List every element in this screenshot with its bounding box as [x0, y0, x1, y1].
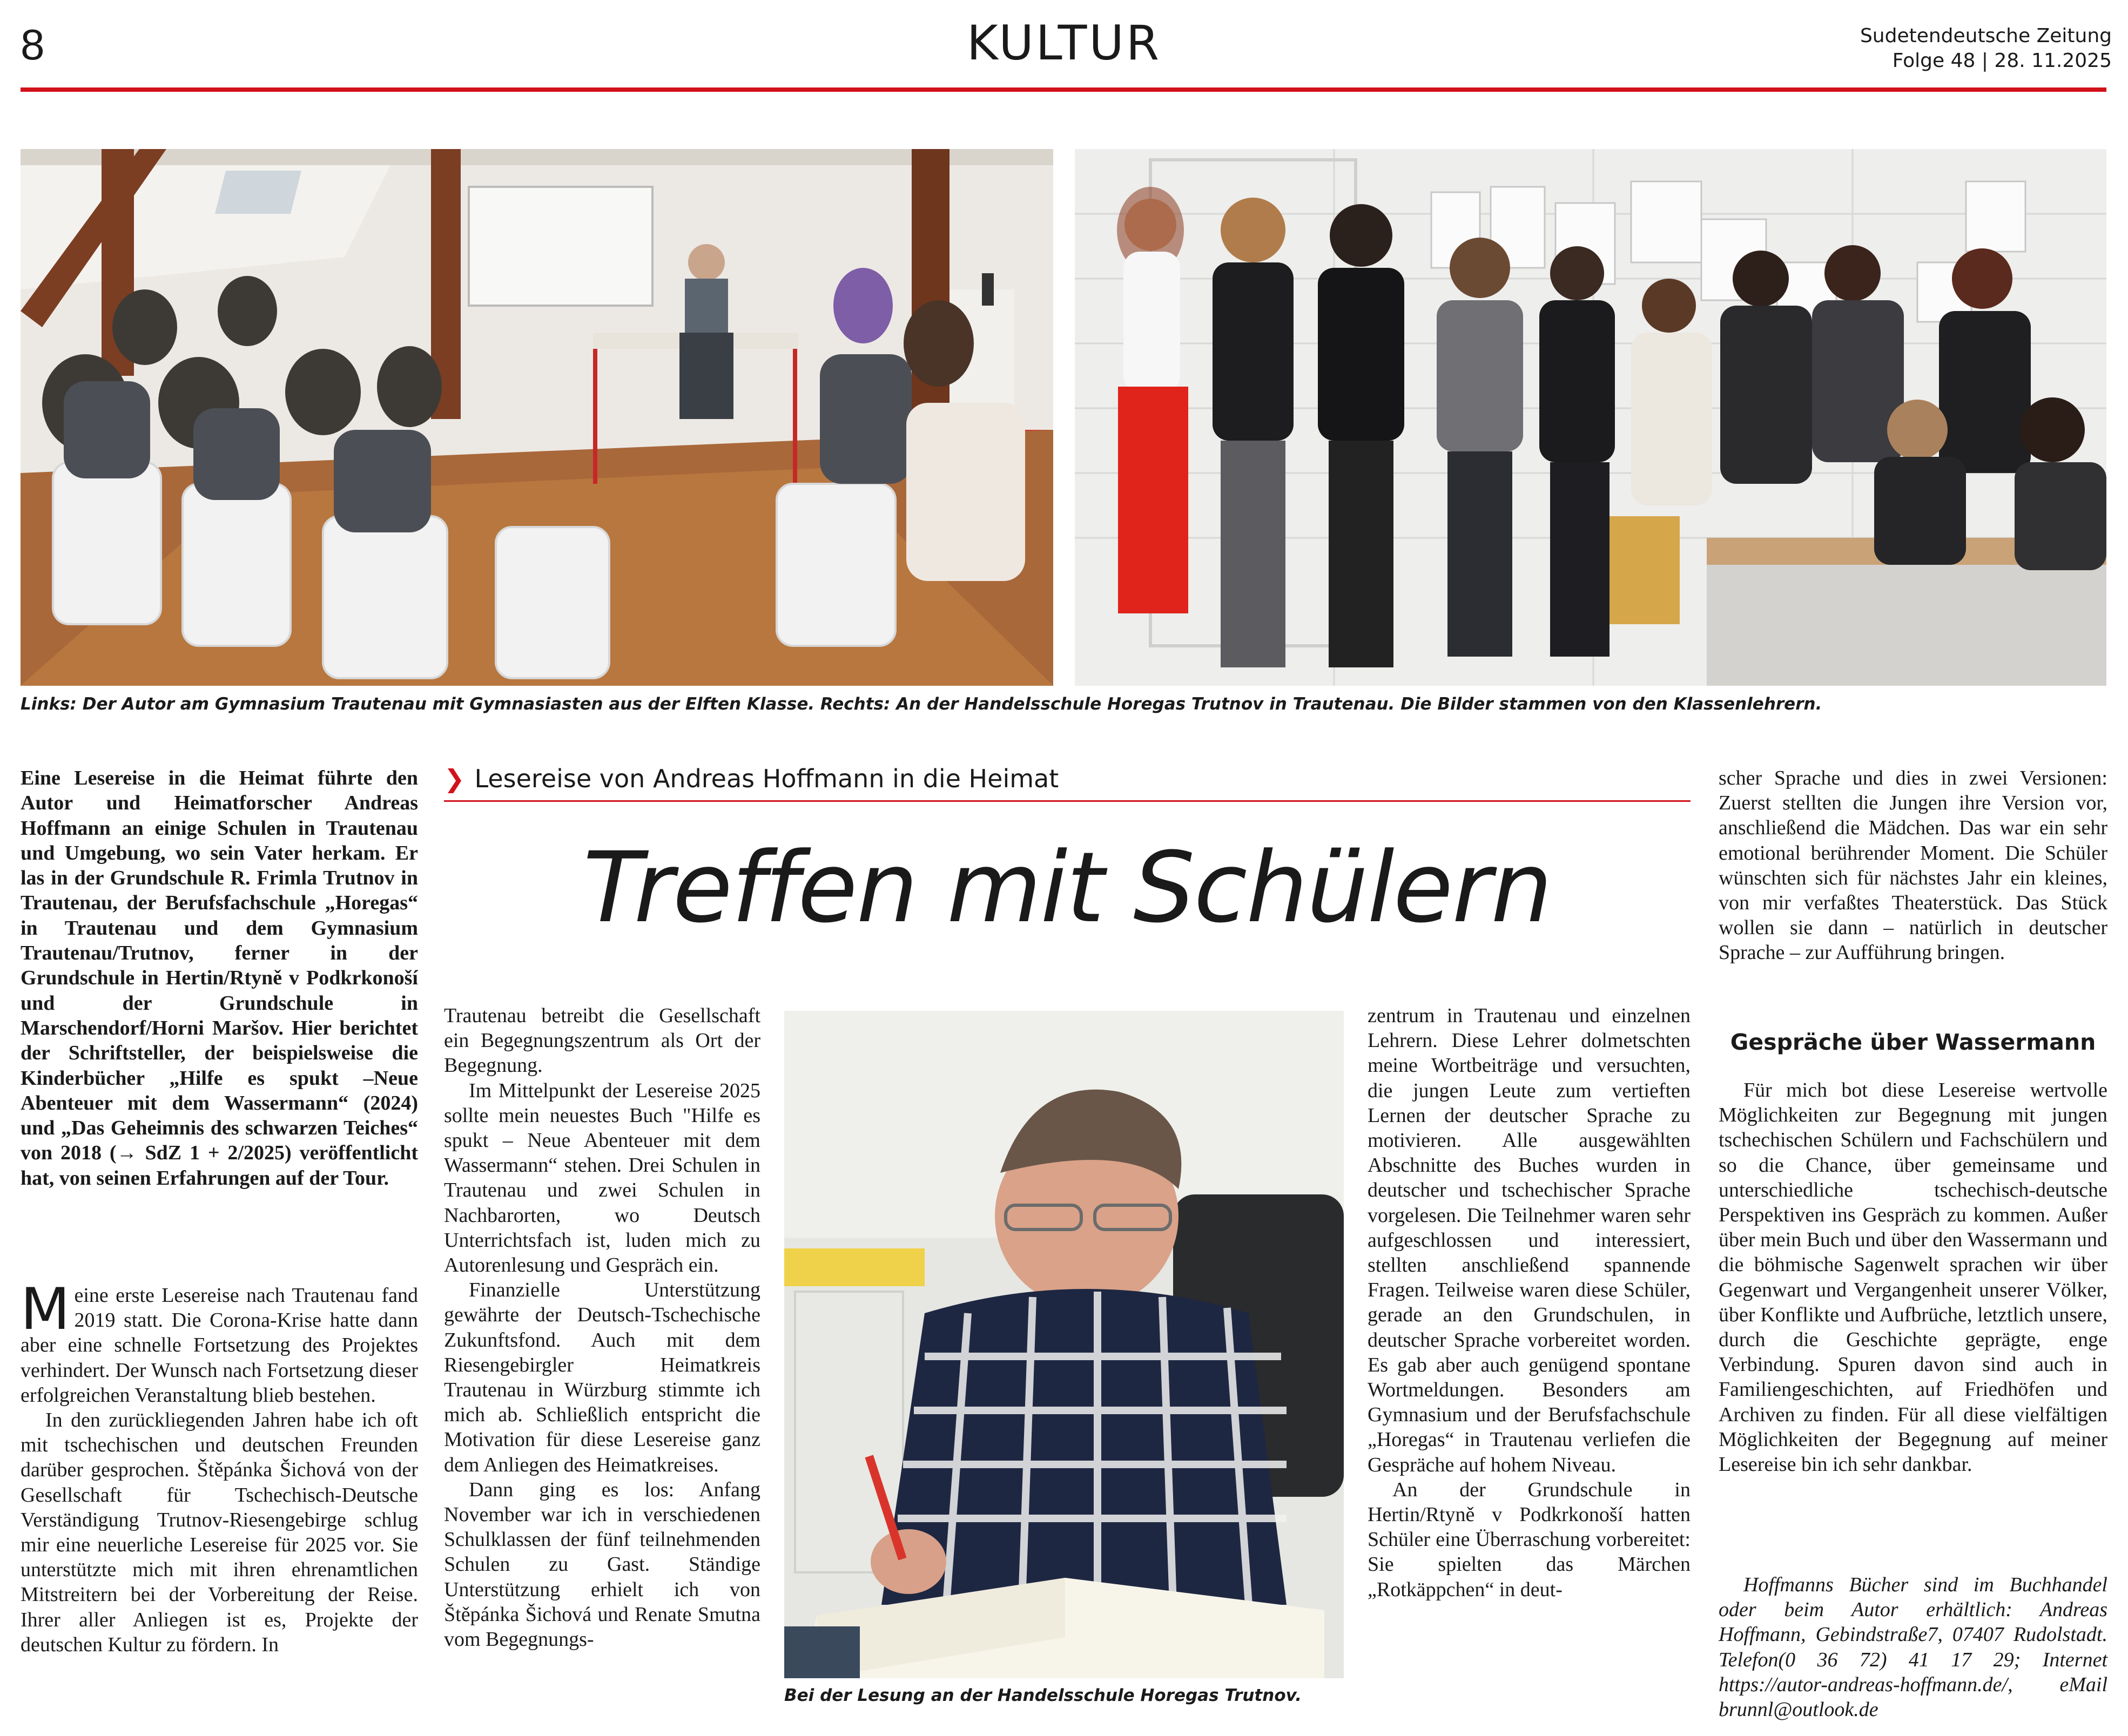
- article-column-3: [1368, 1003, 1691, 1602]
- paragraph: An der Grundschule in Hertin/Rtyně v Podkrkonoší hatten Schüler eine Überraschung vorbereitet: Sie spielten das Märchen „Rotkäppchen“ in deut-: [1368, 1478, 1691, 1601]
- paragraph: Finanzielle Unterstützung gewährte der Deutsch-Tschechische Zukunftsfond. Auch mit dem Riesengebirgler Heimatkreis Trautenau in Würzburg stimmte ich mich ab. Schließlich entspricht die Motivation für diese Lesereise ganz dem Anliegen des Heimatkreises.: [444, 1279, 760, 1476]
- newspaper-name: Sudetendeutsche Zeitung: [1860, 25, 2112, 47]
- paragraph: In den zurückliegenden Jahren habe ich oft mit tschechischen und deutschen Freunden darüber gesprochen. Štěpánka Šichová von der Gesellschaft für Tschechisch-Deutsche Verständigung Trutnov-Riesengebirge schlug mir eine neuerliche Lesereise für 2025 vor. Sie unterstützte mich mit ihren ehrenamtlichen Mitstreitern bei der Vorbereitung der Reise. Ihrer aller Anliegen ist es, Projekte der deutschen Kultur zu fördern. In: [21, 1409, 418, 1656]
- article-column-4-body: [1719, 1078, 2107, 1477]
- top-photo-caption: Links: Der Autor am Gymnasium Trautenau mit Gymnasiasten aus der Elften Klasse. Rechts: An der Handelsschule Horegas Trutnov in Trautenau. Die Bilder stammen von den Klassenlehrern.: [21, 694, 1822, 714]
- kicker-text: Lesereise von Andreas Hoffmann in die Heimat: [474, 764, 1059, 793]
- paragraph: Trautenau betreibt die Gesellschaft ein Begegnungszentrum als Ort der Begegnung.: [444, 1004, 760, 1077]
- photo-author-reading: [784, 1011, 1344, 1678]
- header-rule: [21, 87, 2106, 92]
- page-number: 8: [21, 21, 45, 69]
- paragraph: Dann ging es los: Anfang November war ich in verschiedenen Schulklassen der fünf teilnehmenden Schulen zu Gast. Ständige Unterstützung erhielt ich von Štěpánka Šichová und Renate Smutna vom Begegnungs-: [444, 1478, 760, 1651]
- article-lead: Eine Lesereise in die Heimat führte den Autor und Heimatforscher Andreas Hoffmann an einige Schulen in Trautenau und Umgebung, wo sein Vater herkam. Er las in der Grundschule R. Frimla Trutnov in Trautenau, der Berufsfachschule „Horegas“ in Trautenau und dem Gymnasium Trautenau/Trutnov, ferner in der Grundschule in Hertin/Rtyně v Podkrkonoší und der Grundschule in Marschendorf/Horni Maršov. Hier berichtet der Schriftsteller, der beispielsweise die Kinderbücher „Hilfe es spukt –Neue Abenteuer mit dem Wassermann“ (2024) und „Das Geheimnis des schwarzen Teiches“ von 2018 (→ SdZ 1 + 2/2025) veröffentlicht hat, von seinen Erfahrungen auf der Tour.: [21, 767, 418, 1190]
- center-photo-caption: Bei der Lesung an der Handelsschule Horegas Trutnov.: [784, 1686, 1302, 1705]
- subheading: Gespräche über Wassermann: [1730, 1029, 2096, 1055]
- masthead: [1860, 24, 2112, 73]
- chevron-right-icon: ❯: [444, 764, 465, 793]
- article-column-2: [444, 1003, 760, 1652]
- paragraph: Im Mittelpunkt der Lesereise 2025 sollte mein neuestes Buch "Hilfe es spukt – Neue Abenteuer mit dem Wassermann“ stehen. Drei Schulen in Trautenau und zwei Schulen in Nachbarorten, wo Deutsch Unterrichtsfach ist, luden mich zu Autorenlesung und Gespräch ein.: [444, 1079, 760, 1277]
- kicker-rule: [444, 800, 1691, 802]
- paragraph: Hoffmanns Bücher sind im Buchhandel oder beim Autor erhältlich: Andreas Hoffmann, Gebindstraße7, 07407 Rudolstadt. Telefon(0 36 72) 41 17 29; Internet https://autor-andreas-hoffmann.de/, eMail brunnl@outlook.de: [1719, 1573, 2107, 1721]
- paragraph: Für mich bot diese Lesereise wertvolle Möglichkeiten zur Begegnung mit jungen tschechischen Schülern und Fachschülern und so die Chance, über gemeinsame und unterschiedliche tschechisch-deutsche Perspektiven ins Gespräch zu kommen. Außer über mein Buch und über den Wassermann und die böhmische Sagenwelt sprachen wir über Gegenwart und Vergangenheit unserer Völker, über Konflikte und Aufbrüche, letztlich unsere, durch die Geschichte geprägte, enge Verbindung. Spuren davon sind auch in Familiengeschichten, auf Friedhöfen und Archiven zu finden. Für all diese vielfältigen Möglichkeiten der Begegnung auf meiner Lesereise bin ich sehr dankbar.: [1719, 1079, 2107, 1476]
- paragraph: scher Sprache und dies in zwei Versionen: Zuerst stellten die Jungen ihre Version vor, anschließend die Mädchen. Das war ein sehr emotional berührender Moment. Die Schüler wünschten sich für nächstes Jahr ein kleines, von mir verfaßtes Theaterstück. Das Stück wollen sie dann – natürlich in deutscher Sprache – zur Aufführung bringen.: [1719, 767, 2107, 964]
- headline: Treffen mit Schülern: [583, 832, 1552, 944]
- drop-cap: M: [21, 1276, 70, 1342]
- issue-info: Folge 48 | 28. 11.2025: [1892, 50, 2112, 72]
- book-info-note: [1719, 1572, 2107, 1722]
- section-title: KULTUR: [967, 15, 1161, 71]
- paragraph: Meine erste Lesereise nach Trautenau fand 2019 statt. Die Corona-Krise hatte dann aber eine schnelle Fortsetzung des Projektes verhindert. Der Wunsch nach Fortsetzung dieser erfolgreichen Veranstaltung blieb bestehen.: [21, 1276, 418, 1407]
- article-column-1: [21, 1276, 418, 1657]
- kicker: [444, 762, 1691, 795]
- paragraph: zentrum in Trautenau und einzelnen Lehrern. Diese Lehrer dolmetschten meine Wortbeiträge und versuchten, die jungen Leute zum vertieften Lernen der deutscher Sprache zu motivieren. Alle ausgewählten Abschnitte des Buches wurden in deutscher und tschechischer Sprache vorgelesen. Die Teilnehmer waren sehr aufgeschlossen und interessiert, stellten anschließend spannende Fragen. Teilweise waren diese Schüler, gerade an den Grundschulen, in deutscher Sprache vorbereitet worden. Es gab aber auch genügend spontane Wortmeldungen. Besonders am Gymnasium und der Berufsfachschule „Horegas“ in Trautenau verliefen die Gespräche auf hohem Niveau.: [1368, 1004, 1691, 1476]
- photo-classroom-gymnasium: [21, 149, 1053, 686]
- article-column-4-top: [1719, 766, 2107, 965]
- photo-group-handelsschule: [1075, 149, 2106, 686]
